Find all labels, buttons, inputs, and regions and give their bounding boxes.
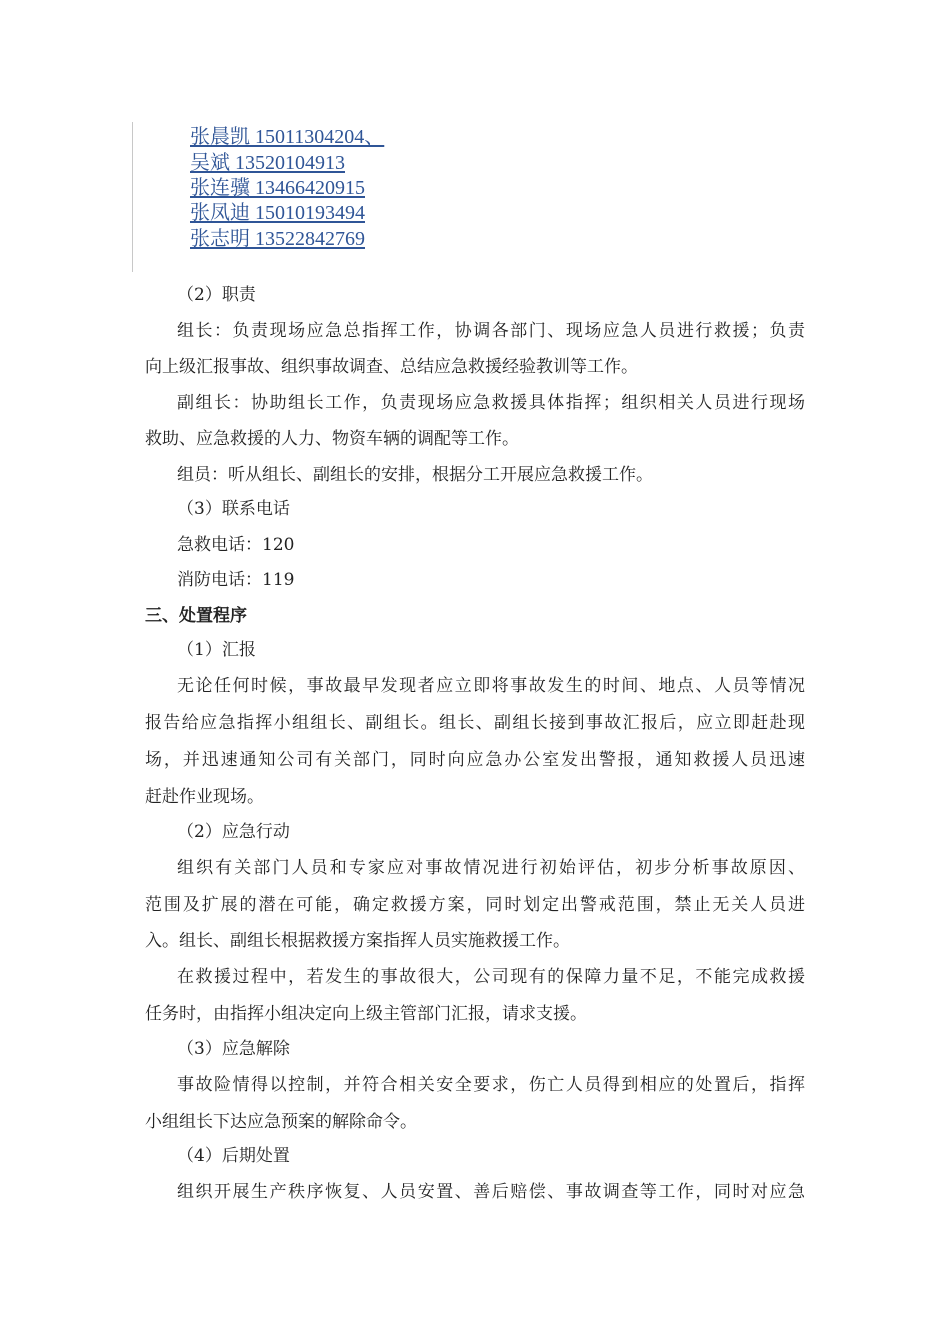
paragraph-line: 事故险情得以控制，并符合相关安全要求，伤亡人员得到相应的处置后，指挥 [177,1075,805,1095]
phones-heading: （3）联系电话 [177,499,290,519]
contact-link[interactable]: 张连骥 13466420915 [190,177,365,199]
contact-link[interactable]: 吴斌 13520104913 [190,152,345,174]
paragraph-line: 赶赴作业现场。 [145,787,264,807]
paragraph-line: 向上级汇报事故、组织事故调查、总结应急救援经验教训等工作。 [145,357,638,377]
after-heading: （4）后期处置 [177,1146,290,1166]
paragraph-line: 范围及扩展的潜在可能，确定救援方案，同时划定出警戒范围，禁止无关人员进 [145,895,805,915]
emergency-phone: 急救电话：120 [177,535,295,555]
report-heading: （1）汇报 [177,640,256,660]
paragraph-line: 入。组长、副组长根据救援方案指挥人员实施救援工作。 [145,931,570,951]
paragraph-line: 在救援过程中，若发生的事故很大，公司现有的保障力量不足，不能完成救援 [177,967,805,987]
paragraph-line: 任务时，由指挥小组决定向上级主管部门汇报，请求支援。 [145,1004,587,1024]
duties-heading: （2）职责 [177,285,256,305]
paragraph-line: 无论任何时候，事故最早发现者应立即将事故发生的时间、地点、人员等情况 [177,676,805,696]
contact-link[interactable]: 张晨凯 15011304204、 [190,126,385,148]
fire-phone: 消防电话：119 [177,570,295,590]
paragraph-line: 组长：负责现场应急总指挥工作，协调各部门、现场应急人员进行救援；负责 [177,321,805,341]
paragraph-line: 小组组长下达应急预案的解除命令。 [145,1112,417,1132]
release-heading: （3）应急解除 [177,1039,290,1059]
paragraph-line: 救助、应急救援的人力、物资车辆的调配等工作。 [145,429,519,449]
paragraph-line: 组员：听从组长、副组长的安排，根据分工开展应急救援工作。 [177,465,653,485]
section-heading: 三、处置程序 [145,606,247,626]
action-heading: （2）应急行动 [177,822,290,842]
paragraph-line: 报告给应急指挥小组组长、副组长。组长、副组长接到事故汇报后，应立即赶赴现 [145,713,805,733]
contact-link[interactable]: 张志明 13522842769 [190,228,365,250]
paragraph-line: 场，并迅速通知公司有关部门，同时向应急办公室发出警报，通知救援人员迅速 [145,750,805,770]
paragraph-line: 组织开展生产秩序恢复、人员安置、善后赔偿、事故调查等工作，同时对应急 [177,1182,805,1202]
contact-link[interactable]: 张凤迪 15010193494 [190,202,365,224]
paragraph-line: 副组长：协助组长工作，负责现场应急救援具体指挥；组织相关人员进行现场 [177,393,805,413]
paragraph-line: 组织有关部门人员和专家应对事故情况进行初始评估，初步分析事故原因、 [177,858,805,878]
